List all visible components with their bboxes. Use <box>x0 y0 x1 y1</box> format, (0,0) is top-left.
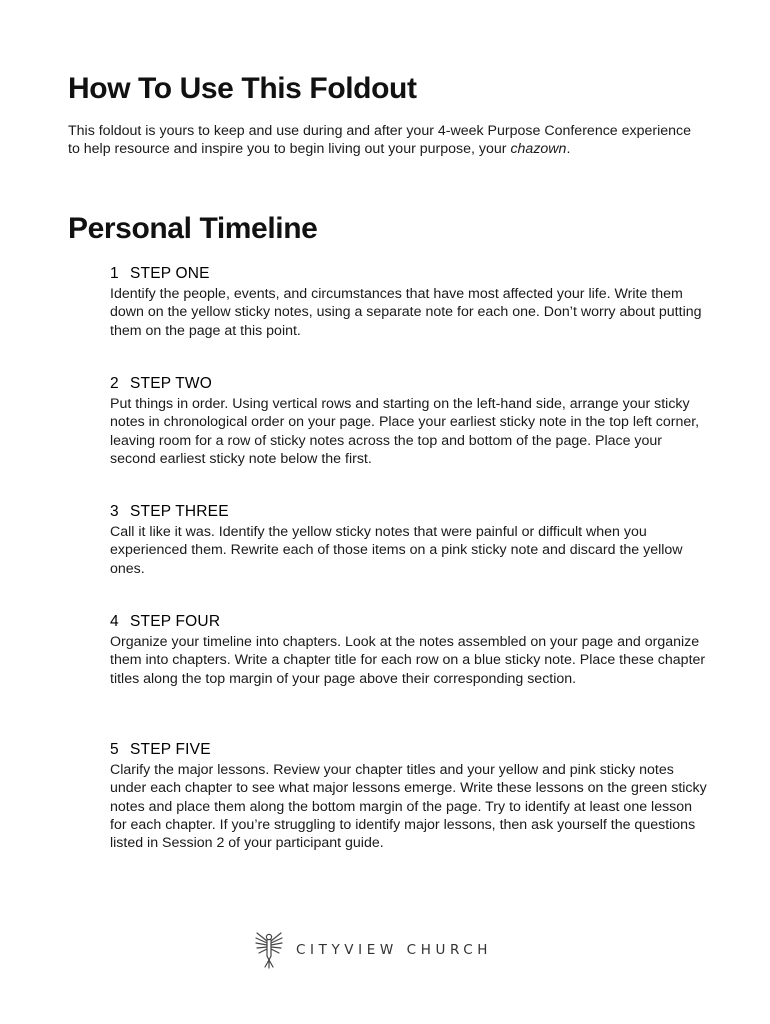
intro-text: This foldout is yours to keep and use during and after your 4-week Purpose Conference experience to help resource and inspire you to begin living out your purpose, your <box>68 123 692 157</box>
step-number: 2 <box>110 375 119 392</box>
step-body: Call it like it was. Identify the yellow sticky notes that were painful or difficult when you experienced them. Rewrite each of those items on a pink sticky note and discard the yellow ones. <box>110 524 683 577</box>
step-number: 5 <box>110 741 119 758</box>
section-title-timeline: Personal Timeline <box>68 212 318 245</box>
intro-emphasis: chazown <box>510 141 567 157</box>
step-title: STEP FIVE <box>130 741 211 758</box>
step-heading <box>110 375 710 393</box>
step-number: 3 <box>110 503 119 520</box>
eagle-crest-icon <box>254 930 284 970</box>
step-one <box>110 265 710 340</box>
step-four <box>110 613 710 688</box>
step-two <box>110 375 710 468</box>
step-title: STEP ONE <box>130 265 210 282</box>
step-body: Clarify the major lessons. Review your chapter titles and your yellow and pink sticky notes under each chapter to see what major lessons emerge. Write these lessons on the green sticky notes and place them along the bottom margin of the page. Try to identify at least one lesson for each chapter. If you’re struggling to identify major lessons, then ask yourself the questions listed in Session 2 of your participant guide. <box>110 762 707 852</box>
step-number: 4 <box>110 613 119 630</box>
step-title: STEP FOUR <box>130 613 221 630</box>
step-five <box>110 741 710 852</box>
step-body: Organize your timeline into chapters. Look at the notes assembled on your page and organize them into chapters. Write a chapter title for each row on a blue sticky note. Place these chapter titles along the top margin of your page above their corresponding section. <box>110 634 706 687</box>
step-number: 1 <box>110 265 119 282</box>
church-name: CITYVIEW CHURCH <box>296 942 493 958</box>
step-heading <box>110 265 710 283</box>
intro-end: . <box>566 141 571 157</box>
step-title: STEP TWO <box>130 375 212 392</box>
step-heading <box>110 741 710 759</box>
page-title: How To Use This Foldout <box>68 72 417 105</box>
step-three <box>110 503 710 578</box>
step-body: Put things in order. Using vertical rows and starting on the left-hand side, arrange your sticky notes in chronological order on your page. Place your earliest sticky note in the top left corner, leaving room for a row of sticky notes across the top and bottom of the page. Place your second earliest sticky note below the first. <box>110 396 700 467</box>
step-title: STEP THREE <box>130 503 229 520</box>
step-body: Identify the people, events, and circumstances that have most affected your life. Write them down on the yellow sticky notes, using a separate note for each one. Don’t worry about putting them on the page at this point. <box>110 286 702 339</box>
intro-paragraph <box>68 122 698 158</box>
step-heading <box>110 613 710 631</box>
footer-logo <box>254 930 492 970</box>
step-heading <box>110 503 710 521</box>
